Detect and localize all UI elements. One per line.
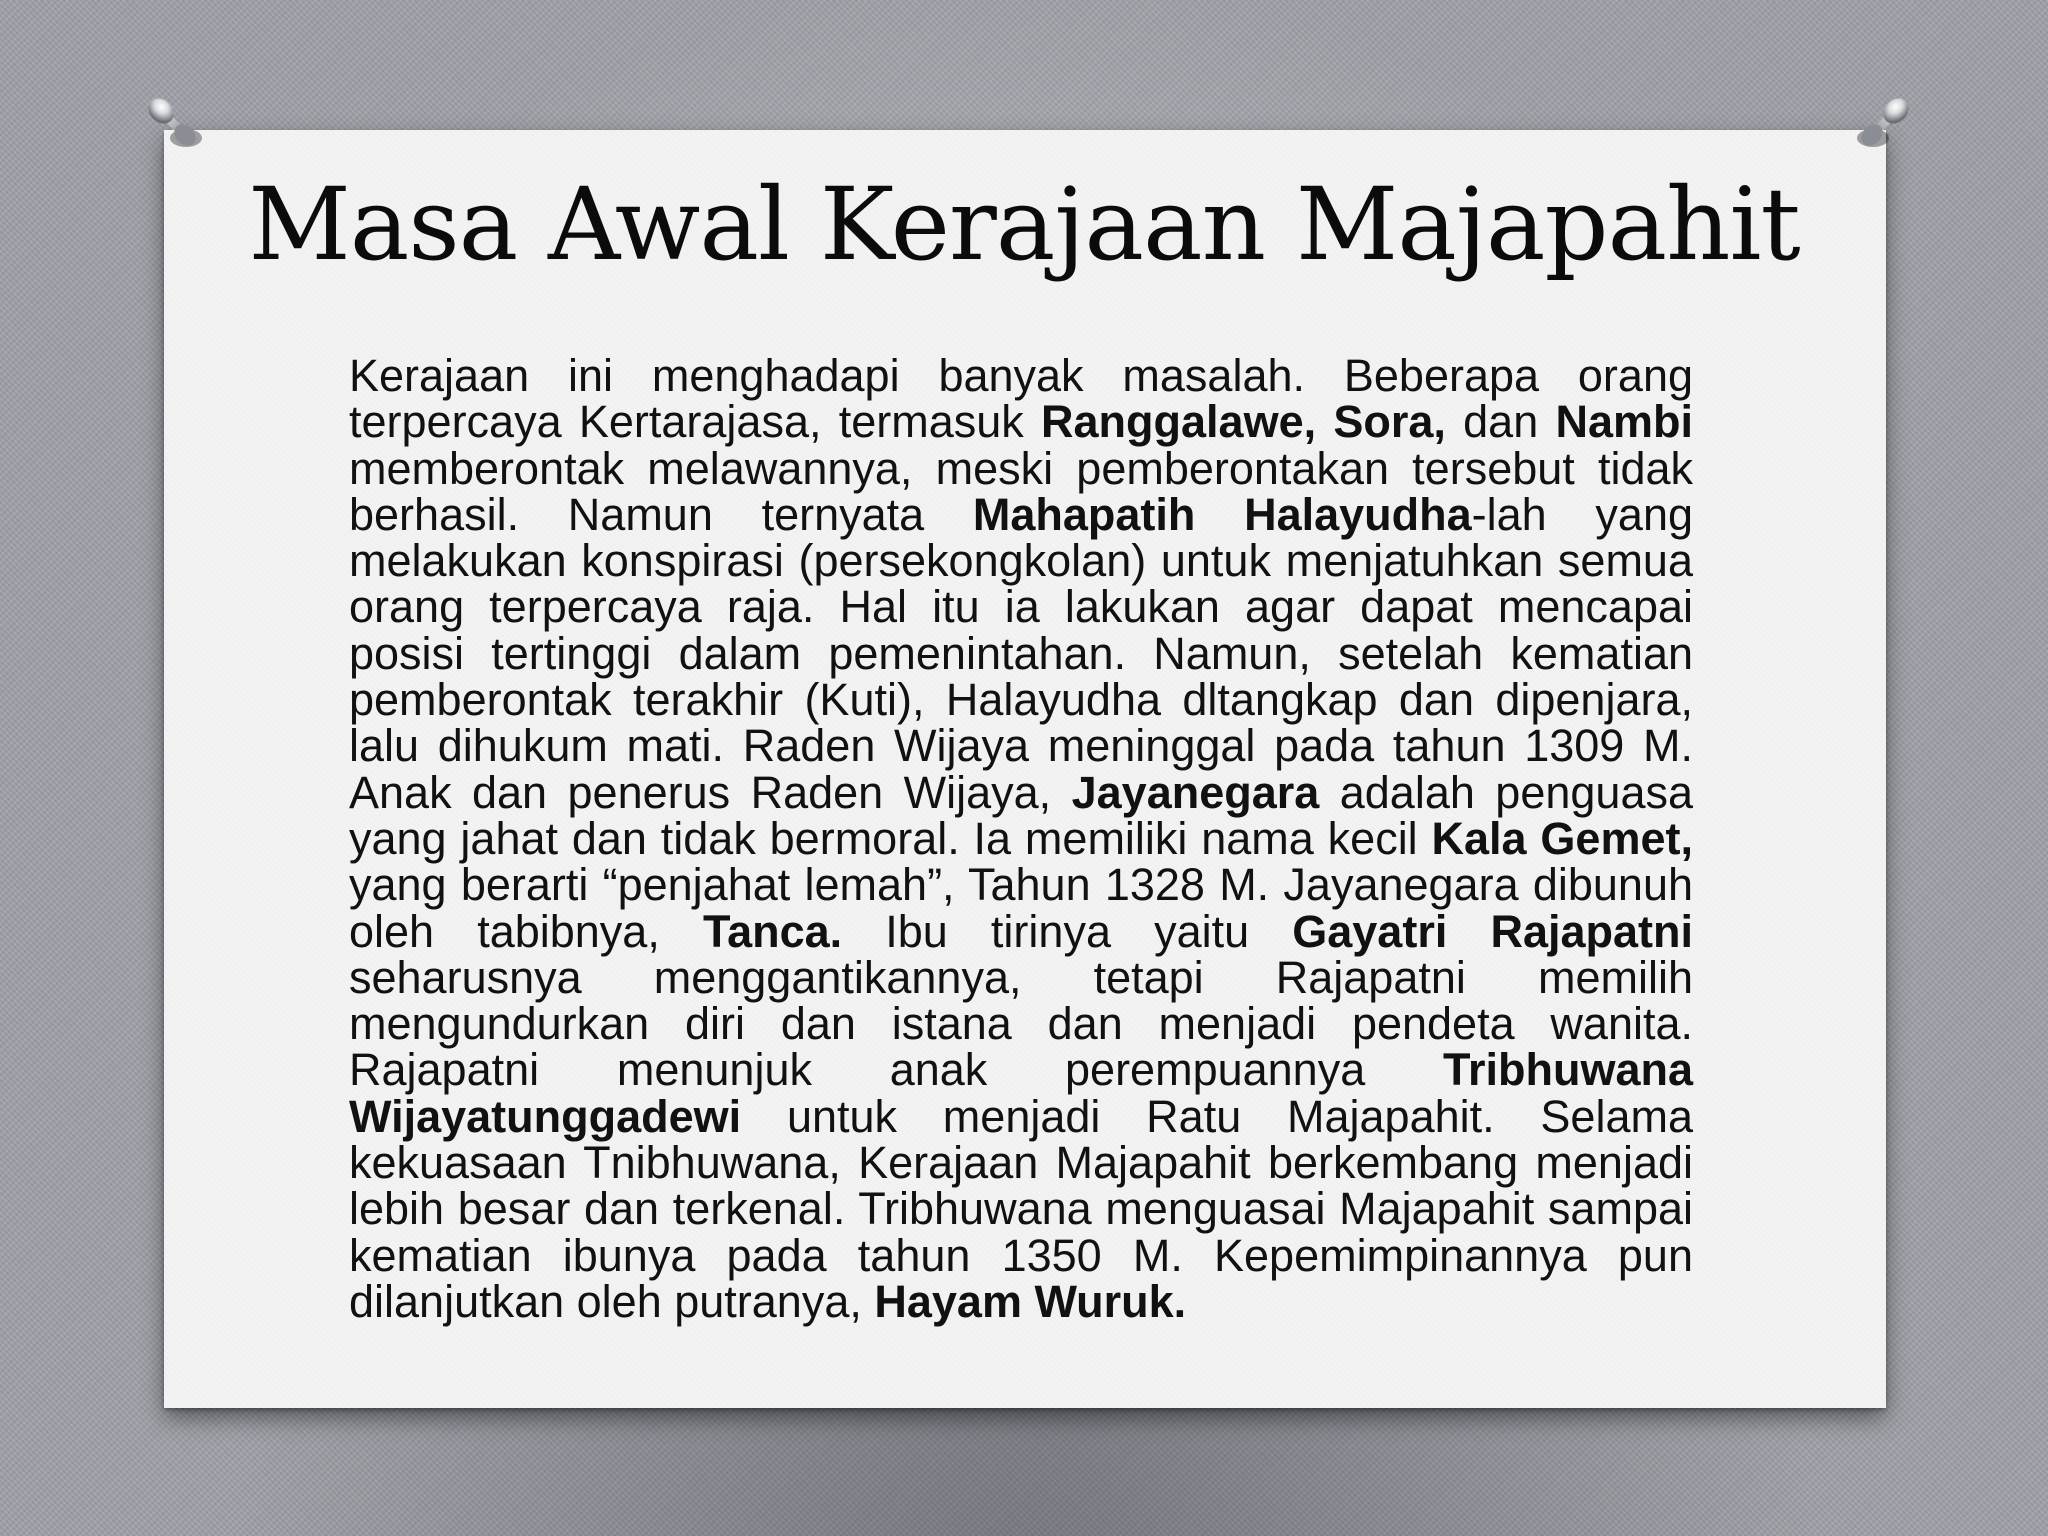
text-run: Ibu tirinya yaitu [842,905,1293,957]
slide-title: Masa Awal Kerajaan Majapahit [248,166,1800,283]
bold-text-run: Tanca. [702,905,843,957]
text-run: Kerajaan ini menghadapi banyak masalah. Beberapa orang terpercaya Kertarajasa, termasuk [349,350,1693,448]
text-run: adalah penguasa yang jahat dan tidak bermoral. Ia memiliki nama kecil [349,766,1693,864]
text-run: memberontak melawannya, meski pemberontakan tersebut tidak berhasil. Namun ternyata [349,442,1693,540]
text-run: -lah yang melakukan konspirasi (persekongkolan) untuk menjatuhkan semua orang terpercaya raja. Hal itu ia lakukan agar dapat mencapai posisi tertinggi dalam pemenintahan. Namun, setelah kematian pemberontak terakhir (Kuti), Halayudha dltangkap dan dipenjara, lalu dihukum mati. Raden Wijaya meninggal pada tahun 1309 M. Anak dan penerus Raden Wijaya, [349,488,1693,818]
right-pushpin-icon [1845,88,1915,158]
text-run: yang berarti “penjahat lemah”, Tahun 1328 M. Jayanegara dibunuh oleh tabibnya, [349,859,1693,957]
bold-text-run: Jayanegara [1071,766,1320,818]
bold-text-run: Ranggalawe, Sora, [1041,396,1446,448]
left-pushpin-icon [142,88,212,158]
bold-text-run: Hayam Wuruk. [874,1275,1187,1327]
text-run: seharusnya menggantikannya, tetapi Rajapatni memilih mengundurkan diri dan istana dan menjadi pendeta wanita. Rajapatni menunjuk anak perempuannya [349,951,1693,1096]
bold-text-run: Nambi [1555,396,1694,448]
bold-text-run: Mahapatih Halayudha [972,488,1472,540]
text-run: untuk menjadi Ratu Majapahit. Selama kekuasaan Tnibhuwana, Kerajaan Majapahit berkembang menjadi lebih besar dan terkenal. Tribhuwana menguasai Majapahit sampai kematian ibunya pada tahun 1350 M. Kepemimpinannya pun dilanjutkan oleh putranya, [349,1090,1693,1327]
bold-text-run: Kala Gemet, [1431,812,1693,864]
bold-text-run: Tribhuwana Wijayatunggadewi [349,1044,1693,1142]
slide-body-paragraph [349,350,1694,1327]
bold-text-run: Gayatri Rajapatni [1292,905,1693,957]
text-run: dan [1445,396,1556,448]
